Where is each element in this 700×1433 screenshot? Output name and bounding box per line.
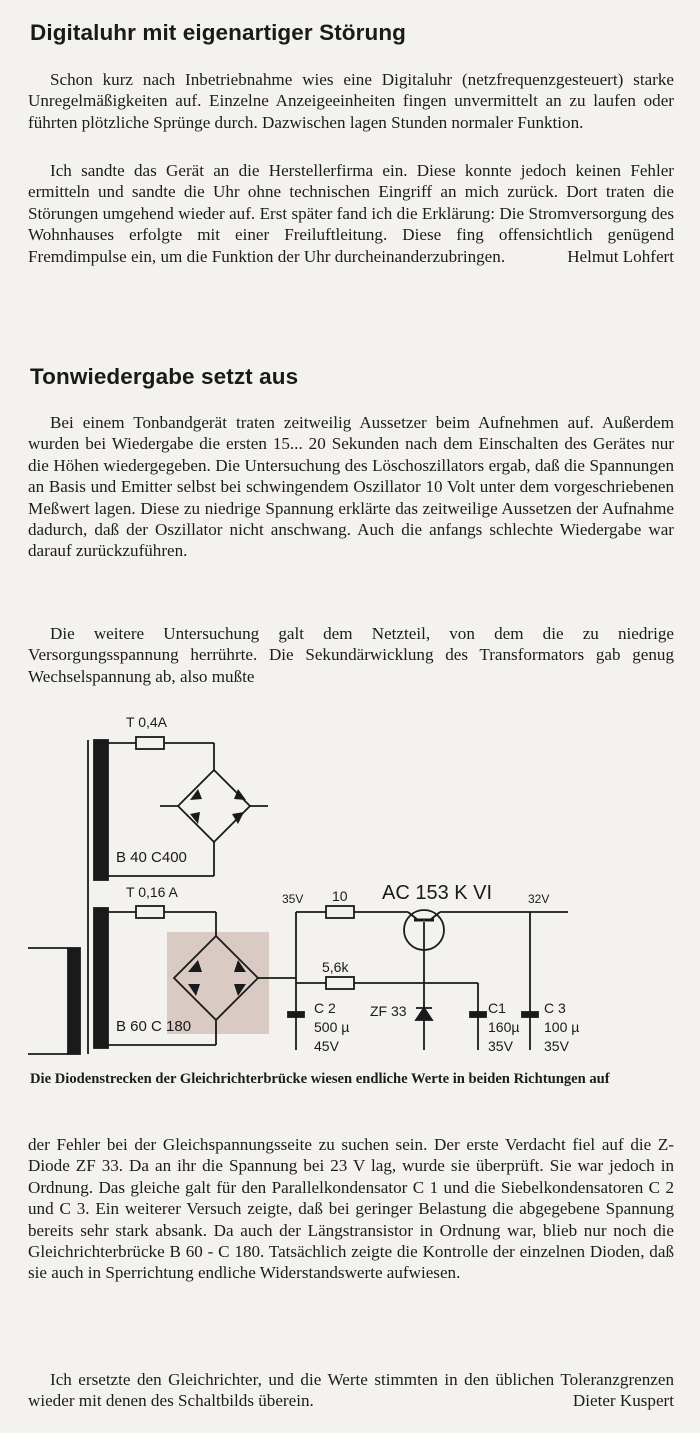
article2-para4: [28, 1369, 674, 1412]
resistor-10: [326, 906, 354, 918]
fuse2-label: T 0,16 A: [126, 884, 178, 900]
bridge-rectifier-1: [178, 770, 250, 842]
transistor-label: AC 153 K VI: [382, 882, 493, 904]
c1-volt: 35V: [488, 1038, 513, 1054]
c1-cap: 160µ: [488, 1019, 520, 1035]
c3-volt: 35V: [544, 1038, 569, 1054]
article1-para2: [28, 160, 674, 267]
article2-para1: [28, 412, 674, 562]
article1-para1-text: Schon kurz nach Inbetriebnahme wies eine Digitaluhr (netzfrequenzgesteuert) starke Unregelmäßigkeiten auf. Einzelne Anzeigeeinheiten fingen unvermittelt an zu laufen oder führten plötzliche Sprünge durch. Dazwischen lagen Stunden normaler Funktion.: [28, 70, 674, 132]
article1-author: Helmut Lohfert: [567, 246, 674, 266]
capacitor-c3: [522, 1012, 538, 1017]
c2-cap: 500 µ: [314, 1019, 350, 1035]
article2-author: Dieter Kuspert: [572, 1391, 674, 1411]
article2-para2-text: Die weitere Untersuchung galt dem Netzteil, von dem die zu niedrige Versorgungsspannung herrührte. Die Sekundärwicklung des Transformators gab genug Wechselspannung ab, also mußte: [28, 624, 674, 686]
fuse-1: [136, 737, 164, 749]
article1-para1: [28, 69, 674, 133]
article1-title: Digitaluhr mit eigenartiger Störung: [30, 20, 407, 45]
r1-label: 10: [332, 888, 348, 904]
transformer-primary: [68, 948, 80, 1054]
fuse-2: [136, 906, 164, 918]
c3-name: C 3: [544, 1000, 566, 1016]
power-supply-schematic: [0, 700, 700, 1070]
transformer-winding-bottom: [94, 908, 108, 1048]
article2-para4-text: Ich ersetzte den Gleichrichter, und die Werte stimmten in den üblichen Toleranzgrenzen wieder mit denen des Schaltbilds überein.: [28, 1370, 674, 1411]
vout-label: 32V: [528, 892, 550, 906]
c3-cap: 100 µ: [544, 1019, 580, 1035]
capacitor-c1: [470, 1012, 486, 1017]
figure-caption: Die Diodenstrecken der Gleichrichterbrücke wiesen endliche Werte in beiden Richtungen auf: [30, 1071, 610, 1087]
capacitor-c2: [288, 1012, 304, 1017]
article1-para2-text: Ich sandte das Gerät an die Herstellerfirma ein. Diese konnte jedoch keinen Fehler ermitteln und sandte die Uhr ohne technischen Eingriff an mich zurück. Dort traten die Störungen umgehend wieder auf. Erst später fand ich die Erklärung: Die Stromversorgung des Wohnhauses erfolgte mit einer Freiluftleitung. Diese fing offensichtlich genügend Fremdimpulse ein, um die Funktion der Uhr durcheinanderzubringen.: [28, 161, 674, 266]
bridge2-label: B 60 C 180: [116, 1018, 192, 1035]
c2-volt: 45V: [314, 1038, 339, 1054]
fuse1-label: T 0,4A: [126, 714, 167, 730]
bridge1-label: B 40 C400: [116, 849, 187, 866]
zener-label: ZF 33: [370, 1003, 407, 1019]
resistor-5k6: [326, 977, 354, 989]
article2-para3: der Fehler bei der Gleichspannungsseite zu suchen sein. Der erste Verdacht fiel auf die Z-Diode ZF 33. Da an ihr die Spannung bei 23 V lag, wurde sie überprüft. Sie war jedoch in Ordnung. Das gleiche galt für den Parallelkondensator C 1 und die Siebelkondensatoren C 2 und C 3. Ein weiterer Versuch zeigte, daß bei geringer Belastung die abgegebene Spannung bereits sehr stark absank. Da auch der Längstransistor in Ordnung war, blieb nur noch die Gleichrichterbrücke B 60 - C 180. Tatsächlich zeigte die Kontrolle der einzelnen Dioden, daß sie auch in Sperrichtung endliche Widerstandswerte aufwiesen.: [28, 1135, 674, 1283]
r2-label: 5,6k: [322, 959, 349, 975]
c1-name: C1: [488, 1000, 506, 1016]
transformer-winding-top: [94, 740, 108, 880]
vin-label: 35V: [282, 892, 304, 906]
article2-title: Tonwiedergabe setzt aus: [30, 364, 299, 389]
c2-name: C 2: [314, 1000, 336, 1016]
article2-para2: [28, 623, 674, 687]
article2-para1-text: Bei einem Tonbandgerät traten zeitweilig Aussetzer beim Aufnehmen auf. Außerdem wurden bei Wiedergabe die ersten 15... 20 Sekunden nach dem Einschalten des Gerätes nur die Höhen wiedergegeben. Die Untersuchung des Löschoszillators ergab, daß die Spannungen an Basis und Emitter selbst bei schwingendem Oszillator 10 Volt unter dem vorgeschriebenen Meßwert lagen. Diese zu niedrige Spannung erklärte das zeitweilige Aussetzen der Aufnahme dadurch, daß der Oszillator nicht anschwang. Auch die anfangs schlechte Wiedergabe war darauf zurückzuführen.: [28, 413, 674, 561]
zener-diode: [416, 1008, 432, 1020]
